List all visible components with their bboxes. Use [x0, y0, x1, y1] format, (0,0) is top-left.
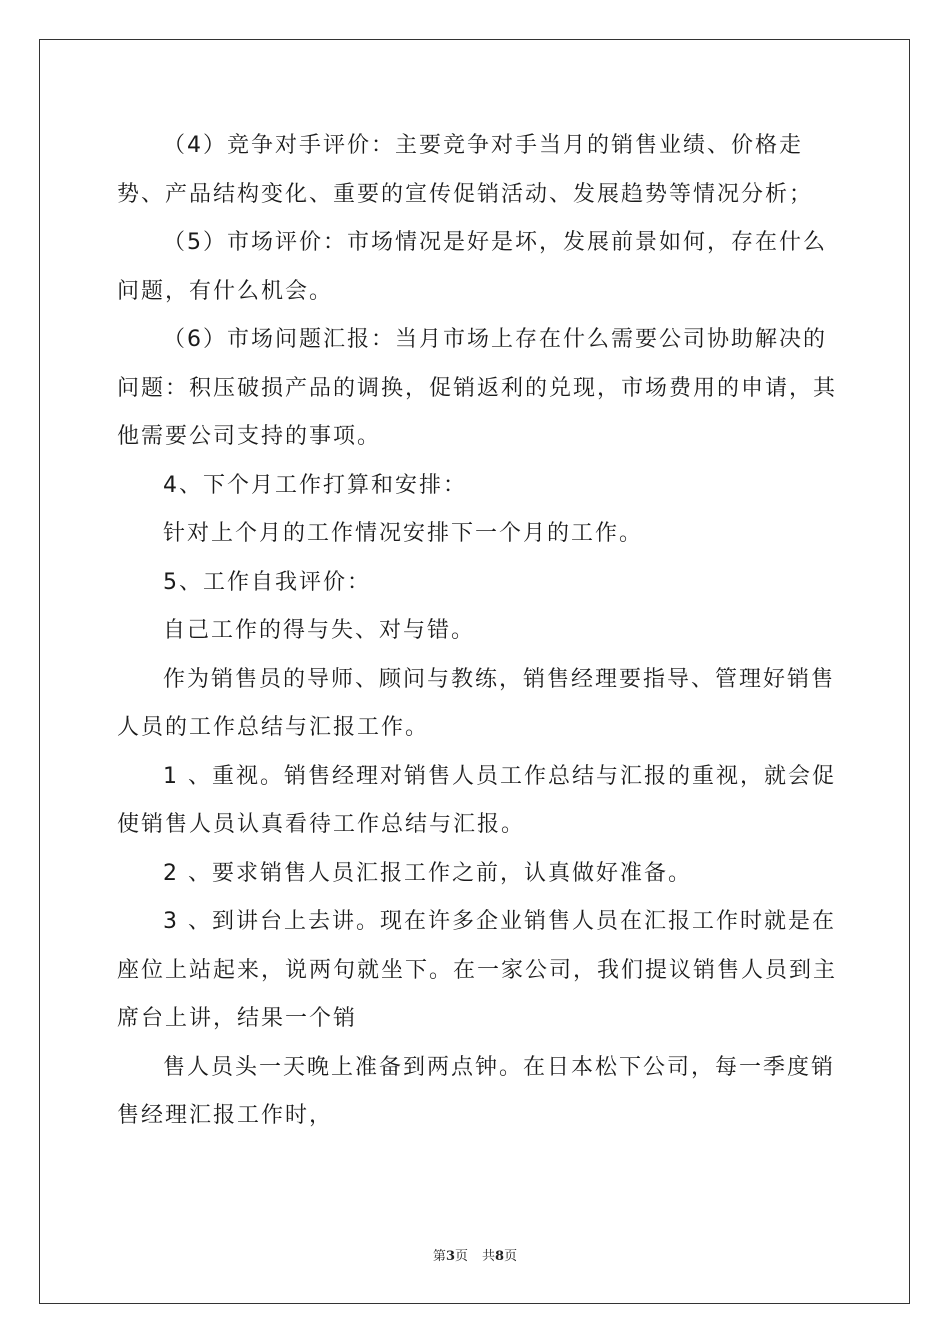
total-suffix: 页	[504, 1249, 518, 1264]
total-page-number: 8	[495, 1249, 505, 1264]
paragraph: 作为销售员的导师、顾问与教练，销售经理要指导、管理好销售人员的工作总结与汇报工作。	[117, 666, 836, 740]
page-suffix: 页	[454, 1249, 468, 1264]
document-body	[117, 122, 837, 1141]
paragraph: 自己工作的得与失、对与错。	[163, 618, 476, 643]
page-footer	[0, 1245, 950, 1264]
paragraph: 3 、到讲台上去讲。现在许多企业销售人员在汇报工作时就是在座位上站起来，说两句就坐下。在一家公司，我们提议销售人员到主席台上讲，结果一个销	[117, 909, 838, 1031]
paragraph: （5）市场评价：市场情况是好是坏，发展前景如何，存在什么问题，有什么机会。	[117, 230, 827, 304]
paragraph: 5、工作自我评价：	[163, 569, 371, 595]
paragraph: 2 、要求销售人员汇报工作之前，认真做好准备。	[163, 860, 692, 886]
paragraph: 针对上个月的工作情况安排下一个月的工作。	[163, 521, 644, 546]
current-page-number: 3	[445, 1249, 455, 1264]
page-prefix: 第	[432, 1249, 446, 1264]
total-prefix: 共	[482, 1249, 496, 1264]
paragraph: 4、下个月工作打算和安排：	[163, 472, 467, 498]
paragraph: （6）市场问题汇报：当月市场上存在什么需要公司协助解决的问题：积压破损产品的调换，促销返利的兑现，市场费用的申请，其他需要公司支持的事项。	[117, 327, 838, 449]
paragraph: （4）竞争对手评价：主要竞争对手当月的销售业绩、价格走势、产品结构变化、重要的宣传促销活动、发展趋势等情况分析；	[117, 133, 814, 207]
paragraph: 售人员头一天晚上准备到两点钟。在日本松下公司，每一季度销售经理汇报工作时，	[117, 1054, 836, 1128]
paragraph: 1 、重视。销售经理对销售人员工作总结与汇报的重视，就会促使销售人员认真看待工作总结与汇报。	[117, 763, 836, 837]
